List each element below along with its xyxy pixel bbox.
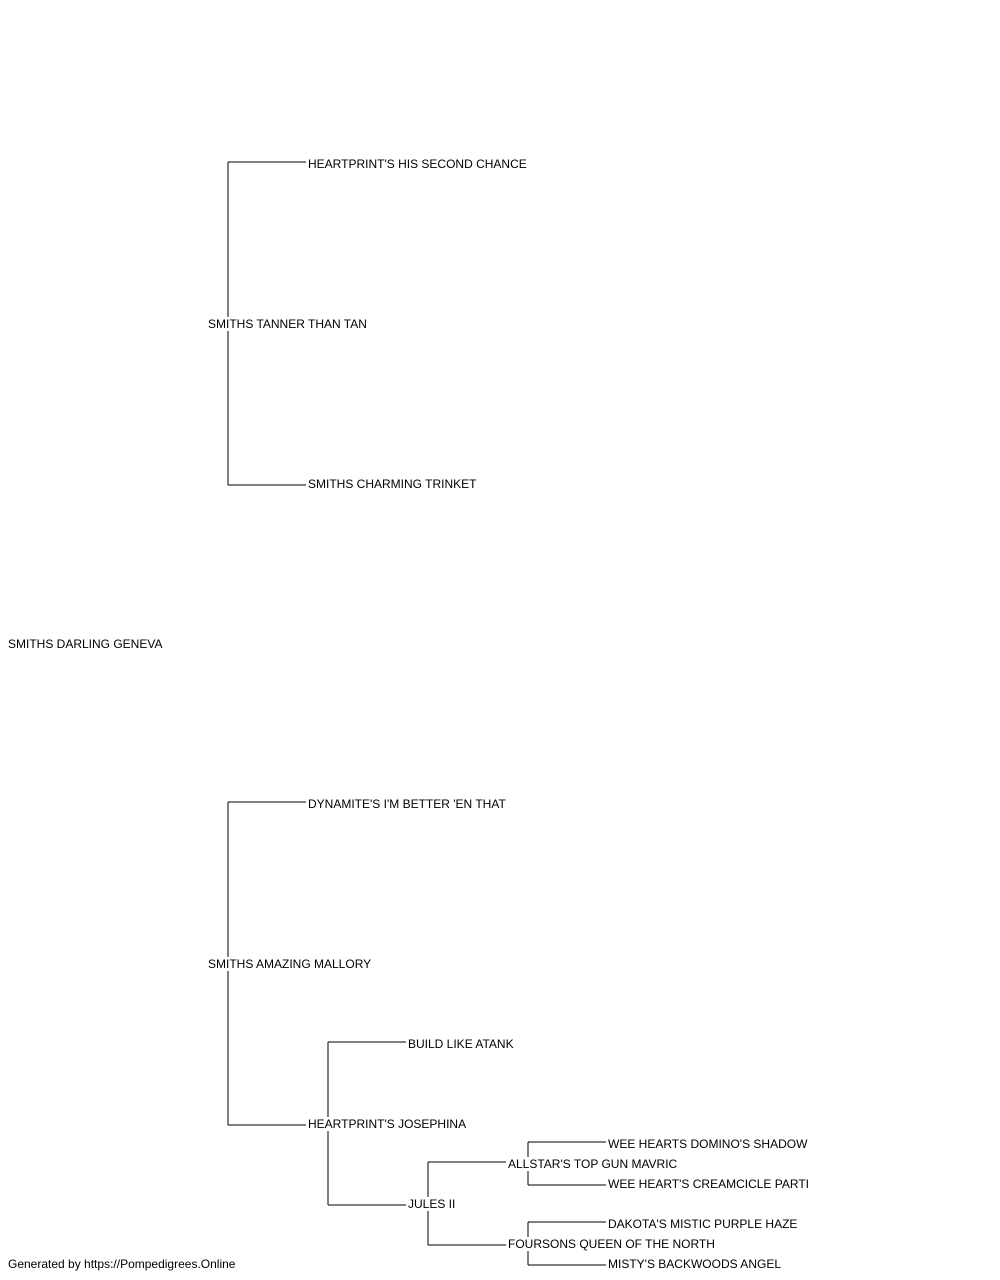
dam-sire-name: DYNAMITE'S I'M BETTER 'EN THAT <box>308 797 506 811</box>
mavric-sire-name: WEE HEARTS DOMINO'S SHADOW <box>608 1137 808 1151</box>
generated-by-credit: Generated by https://Pompedigrees.Online <box>8 1257 236 1271</box>
sire-name: SMITHS TANNER THAN TAN <box>208 317 367 331</box>
dam-dam-name: HEARTPRINT'S JOSEPHINA <box>308 1117 467 1131</box>
queen-sire-name: DAKOTA'S MISTIC PURPLE HAZE <box>608 1217 798 1231</box>
jules-dam-name: FOURSONS QUEEN OF THE NORTH <box>508 1237 715 1251</box>
dam-name: SMITHS AMAZING MALLORY <box>208 957 372 971</box>
jules-sire-name: ALLSTAR'S TOP GUN MAVRIC <box>508 1157 678 1171</box>
sire-dam-name: SMITHS CHARMING TRINKET <box>308 477 477 491</box>
queen-dam-name: MISTY'S BACKWOODS ANGEL <box>608 1257 781 1271</box>
mavric-dam-name: WEE HEART'S CREAMCICLE PARTI <box>608 1177 809 1191</box>
dam-dam-sire-name: BUILD LIKE ATANK <box>408 1037 514 1051</box>
subject-name: SMITHS DARLING GENEVA <box>8 637 163 651</box>
sire-sire-name: HEARTPRINT'S HIS SECOND CHANCE <box>308 157 527 171</box>
dam-dam-dam-name: JULES II <box>408 1197 456 1211</box>
